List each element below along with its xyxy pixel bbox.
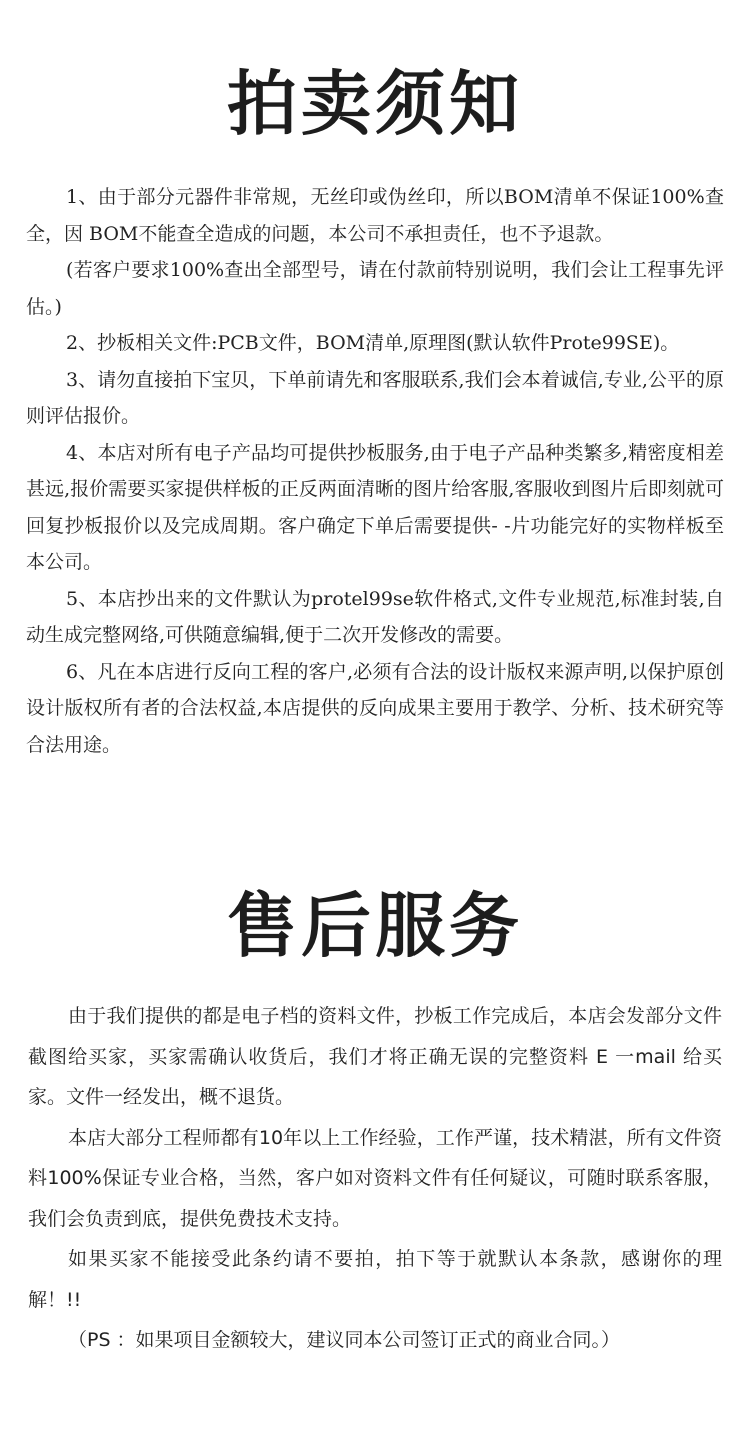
notice-paragraph-1: 1、由于部分元器件非常规，无丝印或伪丝印，所以BOM清单不保证100%查全，因 BOM不能查全造成的问题，本公司不承担责任，也不予退款。 [26, 186, 724, 245]
notice-paragraph-6: 6、凡在本店进行反向工程的客户,必须有合法的设计版权来源声明,以保护原创设计版权所有者的合法权益,本店提供的反向成果主要用于教学、分析、技术研究等合法用途。 [26, 660, 724, 756]
service-paragraph-3: 如果买家不能接受此条约请不要拍，拍下等于就默认本条款，感谢你的理解！!! [28, 1248, 722, 1311]
notice-paragraph-1-note: (若客户要求100%查出全部型号，请在付款前特别说明，我们会让工程事先评估。) [26, 259, 724, 318]
notice-paragraph-5: 5、本店抄出来的文件默认为protel99se软件格式,文件专业规范,标准封装,自动生成完整网络,可供随意编辑,便于二次开发修改的需要。 [26, 587, 724, 646]
service-paragraph-4: （PS ：如果项目金额较大，建议同本公司签订正式的商业合同。） [68, 1329, 621, 1351]
auction-notice-body [26, 179, 724, 763]
auction-notice-title: 拍卖须知 [227, 63, 523, 145]
notice-paragraph-3: 3、请勿直接拍下宝贝，下单前请先和客服联系,我们会本着诚信,专业,公平的原则评估报价。 [26, 368, 724, 427]
service-paragraph-2: 本店大部分工程师都有10年以上工作经验，工作严谨，技术精湛，所有文件资料100%保证专业合格，当然，客户如对资料文件有任何疑议，可随时联系客服，我们会负责到底，提供免费技术支持。 [28, 1126, 722, 1230]
after-sales-title: 售后服务 [227, 885, 523, 967]
notice-paragraph-2: 2、抄板相关文件:PCB文件，BOM清单,原理图(默认软件Prote99SE)。 [66, 332, 680, 354]
notice-paragraph-4: 4、本店对所有电子产品均可提供抄板服务,由于电子产品种类繁多,精密度相差甚远,报价需要买家提供样板的正反两面清晰的图片给客服,客服收到图片后即刻就可回复抄板报价以及完成周期。客户确定下单后需要提供- -片功能完好的实物样板至本公司。 [26, 441, 724, 573]
service-paragraph-1: 由于我们提供的都是电子档的资料文件，抄板工作完成后，本店会发部分文件截图给买家，买家需确认收货后，我们才将正确无误的完整资料 E 一mail 给买家。文件一经发出，概不退货。 [28, 1005, 722, 1108]
after-sales-body [28, 996, 722, 1361]
